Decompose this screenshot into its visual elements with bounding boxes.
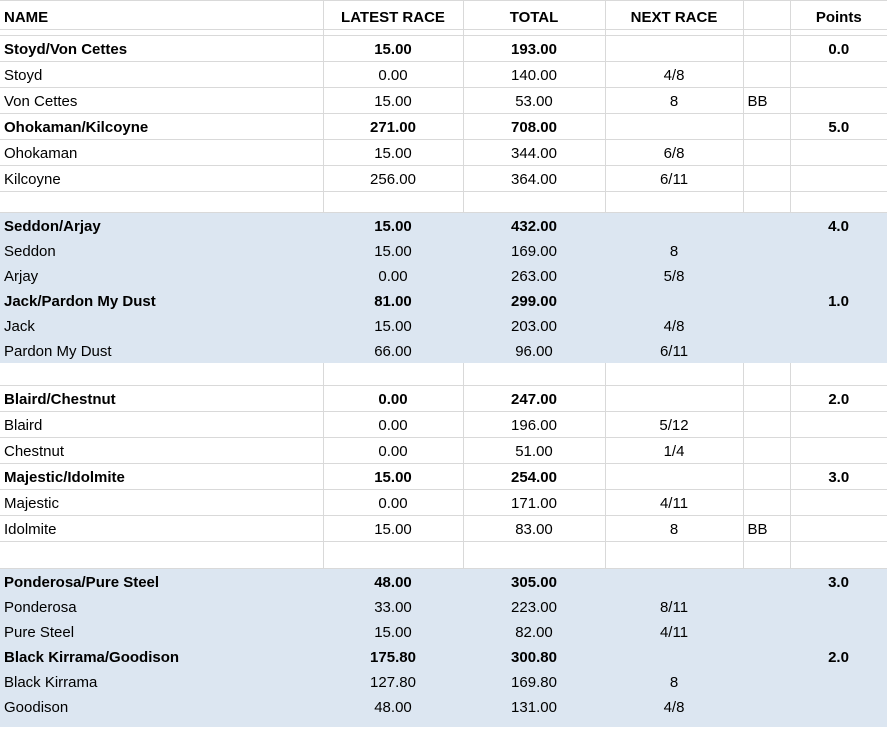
cell-points[interactable] <box>790 238 887 263</box>
cell-total[interactable]: 82.00 <box>463 619 605 644</box>
table-row <box>0 114 887 140</box>
cell-next[interactable]: 8 <box>605 516 743 542</box>
cell-latest[interactable] <box>323 363 463 386</box>
table-row <box>0 619 887 644</box>
cell-name[interactable] <box>0 542 323 569</box>
cell-next[interactable]: 5/12 <box>605 412 743 438</box>
cell-bb[interactable] <box>743 114 790 140</box>
cell-name[interactable]: Seddon/Arjay <box>0 213 323 239</box>
cell-latest[interactable]: 0.00 <box>323 62 463 88</box>
header-points[interactable]: Points <box>790 1 887 30</box>
cell-points[interactable] <box>790 62 887 88</box>
cell-total[interactable] <box>463 363 605 386</box>
cell-next[interactable] <box>605 36 743 62</box>
cell-latest[interactable]: 15.00 <box>323 464 463 490</box>
cell-total[interactable]: 254.00 <box>463 464 605 490</box>
cell-bb[interactable] <box>743 36 790 62</box>
cell-total[interactable]: 196.00 <box>463 412 605 438</box>
table-row <box>0 412 887 438</box>
cell-total[interactable]: 169.80 <box>463 669 605 694</box>
table-row <box>0 464 887 490</box>
cell-next[interactable]: 4/11 <box>605 619 743 644</box>
cell-bb[interactable] <box>743 363 790 386</box>
cell-points[interactable] <box>790 438 887 464</box>
table-row <box>0 140 887 166</box>
cell-name[interactable]: Arjay <box>0 263 323 288</box>
cell-name[interactable]: Idolmite <box>0 516 323 542</box>
table-row <box>0 490 887 516</box>
cell-latest[interactable]: 0.00 <box>323 438 463 464</box>
cell-bb[interactable] <box>743 619 790 644</box>
cell-name[interactable]: Pure Steel <box>0 619 323 644</box>
cell-next[interactable] <box>605 288 743 313</box>
cell-name[interactable] <box>0 192 323 213</box>
cell-total[interactable]: 169.00 <box>463 238 605 263</box>
cell-total[interactable]: 263.00 <box>463 263 605 288</box>
cell-latest[interactable]: 0.00 <box>323 386 463 412</box>
cell-total[interactable]: 83.00 <box>463 516 605 542</box>
cell-next[interactable] <box>605 719 743 727</box>
cell-points[interactable]: 1.0 <box>790 288 887 313</box>
cell-name[interactable] <box>0 719 323 727</box>
cell-total[interactable]: 708.00 <box>463 114 605 140</box>
cell-points[interactable] <box>790 88 887 114</box>
cell-bb[interactable] <box>743 386 790 412</box>
cell-latest[interactable]: 15.00 <box>323 88 463 114</box>
cell-bb[interactable] <box>743 669 790 694</box>
cell-bb[interactable] <box>743 313 790 338</box>
cell-bb[interactable] <box>743 192 790 213</box>
cell-latest[interactable]: 15.00 <box>323 213 463 239</box>
cell-latest[interactable]: 66.00 <box>323 338 463 363</box>
cell-name[interactable]: Jack <box>0 313 323 338</box>
table-row <box>0 516 887 542</box>
cell-name[interactable]: Stoyd/Von Cettes <box>0 36 323 62</box>
cell-bb[interactable] <box>743 542 790 569</box>
cell-points[interactable] <box>790 140 887 166</box>
table-row <box>0 694 887 719</box>
header-latest-race[interactable]: LATEST RACE <box>323 1 463 30</box>
cell-latest[interactable]: 81.00 <box>323 288 463 313</box>
cell-total[interactable]: 299.00 <box>463 288 605 313</box>
table-row <box>0 594 887 619</box>
table-row <box>0 669 887 694</box>
cell-total[interactable] <box>463 192 605 213</box>
cell-bb[interactable] <box>743 288 790 313</box>
cell-total[interactable]: 53.00 <box>463 88 605 114</box>
cell-total[interactable]: 432.00 <box>463 213 605 239</box>
cell-next[interactable]: 8 <box>605 88 743 114</box>
spacer-row <box>0 719 887 727</box>
cell-bb[interactable] <box>743 238 790 263</box>
cell-name[interactable]: Stoyd <box>0 62 323 88</box>
cell-latest[interactable]: 256.00 <box>323 166 463 192</box>
cell-name[interactable]: Ohokaman/Kilcoyne <box>0 114 323 140</box>
cell-points[interactable] <box>790 619 887 644</box>
cell-total[interactable]: 131.00 <box>463 694 605 719</box>
cell-points[interactable] <box>790 166 887 192</box>
cell-points[interactable] <box>790 669 887 694</box>
cell-name[interactable]: Pardon My Dust <box>0 338 323 363</box>
header-name[interactable]: NAME <box>0 1 323 30</box>
header-next-race[interactable]: NEXT RACE <box>605 1 743 30</box>
cell-points[interactable]: 3.0 <box>790 569 887 595</box>
cell-total[interactable]: 344.00 <box>463 140 605 166</box>
cell-points[interactable] <box>790 594 887 619</box>
cell-name[interactable]: Chestnut <box>0 438 323 464</box>
cell-bb[interactable] <box>743 438 790 464</box>
cell-total[interactable]: 300.80 <box>463 644 605 669</box>
table-row <box>0 338 887 363</box>
cell-total[interactable]: 247.00 <box>463 386 605 412</box>
cell-latest[interactable]: 0.00 <box>323 490 463 516</box>
cell-points[interactable] <box>790 490 887 516</box>
cell-latest[interactable]: 0.00 <box>323 412 463 438</box>
spacer-row <box>0 192 887 213</box>
cell-points[interactable] <box>790 313 887 338</box>
cell-name[interactable]: Majestic/Idolmite <box>0 464 323 490</box>
cell-points[interactable]: 5.0 <box>790 114 887 140</box>
cell-next[interactable]: 1/4 <box>605 438 743 464</box>
cell-points[interactable] <box>790 542 887 569</box>
cell-points[interactable]: 3.0 <box>790 464 887 490</box>
cell-bb[interactable]: BB <box>743 88 790 114</box>
cell-next[interactable]: 8 <box>605 669 743 694</box>
table-row <box>0 36 887 62</box>
cell-latest[interactable]: 0.00 <box>323 263 463 288</box>
cell-bb[interactable] <box>743 490 790 516</box>
cell-next[interactable]: 6/8 <box>605 140 743 166</box>
cell-total[interactable]: 305.00 <box>463 569 605 595</box>
cell-total[interactable]: 140.00 <box>463 62 605 88</box>
cell-next[interactable] <box>605 386 743 412</box>
cell-bb[interactable] <box>743 338 790 363</box>
table-header-row <box>0 1 887 30</box>
cell-bb[interactable] <box>743 594 790 619</box>
cell-latest[interactable]: 175.80 <box>323 644 463 669</box>
cell-latest[interactable]: 48.00 <box>323 694 463 719</box>
cell-next[interactable]: 6/11 <box>605 166 743 192</box>
cell-name[interactable]: Ponderosa <box>0 594 323 619</box>
table-row <box>0 569 887 595</box>
cell-latest[interactable]: 48.00 <box>323 569 463 595</box>
cell-total[interactable]: 96.00 <box>463 338 605 363</box>
table-row <box>0 62 887 88</box>
cell-name[interactable]: Ohokaman <box>0 140 323 166</box>
cell-latest[interactable]: 15.00 <box>323 238 463 263</box>
cell-next[interactable]: 4/11 <box>605 490 743 516</box>
cell-bb[interactable] <box>743 694 790 719</box>
table-row <box>0 88 887 114</box>
cell-bb[interactable] <box>743 644 790 669</box>
cell-latest[interactable]: 15.00 <box>323 140 463 166</box>
race-table-body <box>0 30 887 728</box>
cell-points[interactable] <box>790 192 887 213</box>
cell-points[interactable] <box>790 263 887 288</box>
cell-bb[interactable] <box>743 263 790 288</box>
cell-points[interactable] <box>790 719 887 727</box>
table-row <box>0 166 887 192</box>
cell-points[interactable]: 4.0 <box>790 213 887 239</box>
cell-next[interactable]: 4/8 <box>605 62 743 88</box>
cell-bb[interactable] <box>743 140 790 166</box>
cell-next[interactable]: 4/8 <box>605 313 743 338</box>
cell-latest[interactable] <box>323 542 463 569</box>
cell-next[interactable] <box>605 363 743 386</box>
cell-points[interactable] <box>790 412 887 438</box>
cell-total[interactable] <box>463 542 605 569</box>
cell-next[interactable] <box>605 542 743 569</box>
cell-name[interactable]: Blaird/Chestnut <box>0 386 323 412</box>
spacer-row <box>0 363 887 386</box>
cell-name[interactable]: Jack/Pardon My Dust <box>0 288 323 313</box>
cell-total[interactable]: 203.00 <box>463 313 605 338</box>
cell-next[interactable]: 8 <box>605 238 743 263</box>
cell-latest[interactable]: 15.00 <box>323 36 463 62</box>
table-row <box>0 644 887 669</box>
spacer-row <box>0 542 887 569</box>
cell-bb[interactable] <box>743 166 790 192</box>
cell-next[interactable] <box>605 192 743 213</box>
cell-total[interactable]: 364.00 <box>463 166 605 192</box>
cell-next[interactable]: 6/11 <box>605 338 743 363</box>
cell-name[interactable]: Majestic <box>0 490 323 516</box>
cell-points[interactable]: 2.0 <box>790 386 887 412</box>
table-row <box>0 288 887 313</box>
table-row <box>0 386 887 412</box>
cell-points[interactable]: 2.0 <box>790 644 887 669</box>
cell-latest[interactable]: 15.00 <box>323 619 463 644</box>
cell-total[interactable] <box>463 719 605 727</box>
header-bb-blank[interactable] <box>743 1 790 30</box>
cell-next[interactable] <box>605 569 743 595</box>
table-row <box>0 313 887 338</box>
cell-name[interactable]: Kilcoyne <box>0 166 323 192</box>
cell-bb[interactable]: BB <box>743 516 790 542</box>
cell-points[interactable] <box>790 694 887 719</box>
cell-points[interactable]: 0.0 <box>790 36 887 62</box>
cell-name[interactable]: Von Cettes <box>0 88 323 114</box>
cell-total[interactable]: 223.00 <box>463 594 605 619</box>
cell-bb[interactable] <box>743 719 790 727</box>
cell-latest[interactable]: 271.00 <box>323 114 463 140</box>
cell-latest[interactable]: 33.00 <box>323 594 463 619</box>
cell-next[interactable] <box>605 213 743 239</box>
cell-name[interactable]: Blaird <box>0 412 323 438</box>
table-row <box>0 438 887 464</box>
cell-bb[interactable] <box>743 569 790 595</box>
cell-name[interactable] <box>0 363 323 386</box>
cell-latest[interactable]: 15.00 <box>323 313 463 338</box>
cell-next[interactable] <box>605 464 743 490</box>
cell-latest[interactable]: 127.80 <box>323 669 463 694</box>
cell-points[interactable] <box>790 338 887 363</box>
cell-next[interactable]: 8/11 <box>605 594 743 619</box>
cell-total[interactable]: 51.00 <box>463 438 605 464</box>
cell-name[interactable]: Seddon <box>0 238 323 263</box>
cell-next[interactable]: 4/8 <box>605 694 743 719</box>
cell-bb[interactable] <box>743 412 790 438</box>
cell-total[interactable]: 171.00 <box>463 490 605 516</box>
cell-latest[interactable] <box>323 192 463 213</box>
cell-next[interactable]: 5/8 <box>605 263 743 288</box>
cell-name[interactable]: Goodison <box>0 694 323 719</box>
cell-bb[interactable] <box>743 62 790 88</box>
cell-latest[interactable] <box>323 719 463 727</box>
cell-bb[interactable] <box>743 464 790 490</box>
table-row <box>0 213 887 239</box>
header-total[interactable]: TOTAL <box>463 1 605 30</box>
cell-next[interactable] <box>605 644 743 669</box>
cell-name[interactable]: Black Kirrama <box>0 669 323 694</box>
cell-name[interactable]: Black Kirrama/Goodison <box>0 644 323 669</box>
cell-total[interactable]: 193.00 <box>463 36 605 62</box>
table-row <box>0 238 887 263</box>
cell-latest[interactable]: 15.00 <box>323 516 463 542</box>
table-row <box>0 263 887 288</box>
cell-name[interactable]: Ponderosa/Pure Steel <box>0 569 323 595</box>
cell-bb[interactable] <box>743 213 790 239</box>
cell-next[interactable] <box>605 114 743 140</box>
cell-points[interactable] <box>790 516 887 542</box>
cell-points[interactable] <box>790 363 887 386</box>
